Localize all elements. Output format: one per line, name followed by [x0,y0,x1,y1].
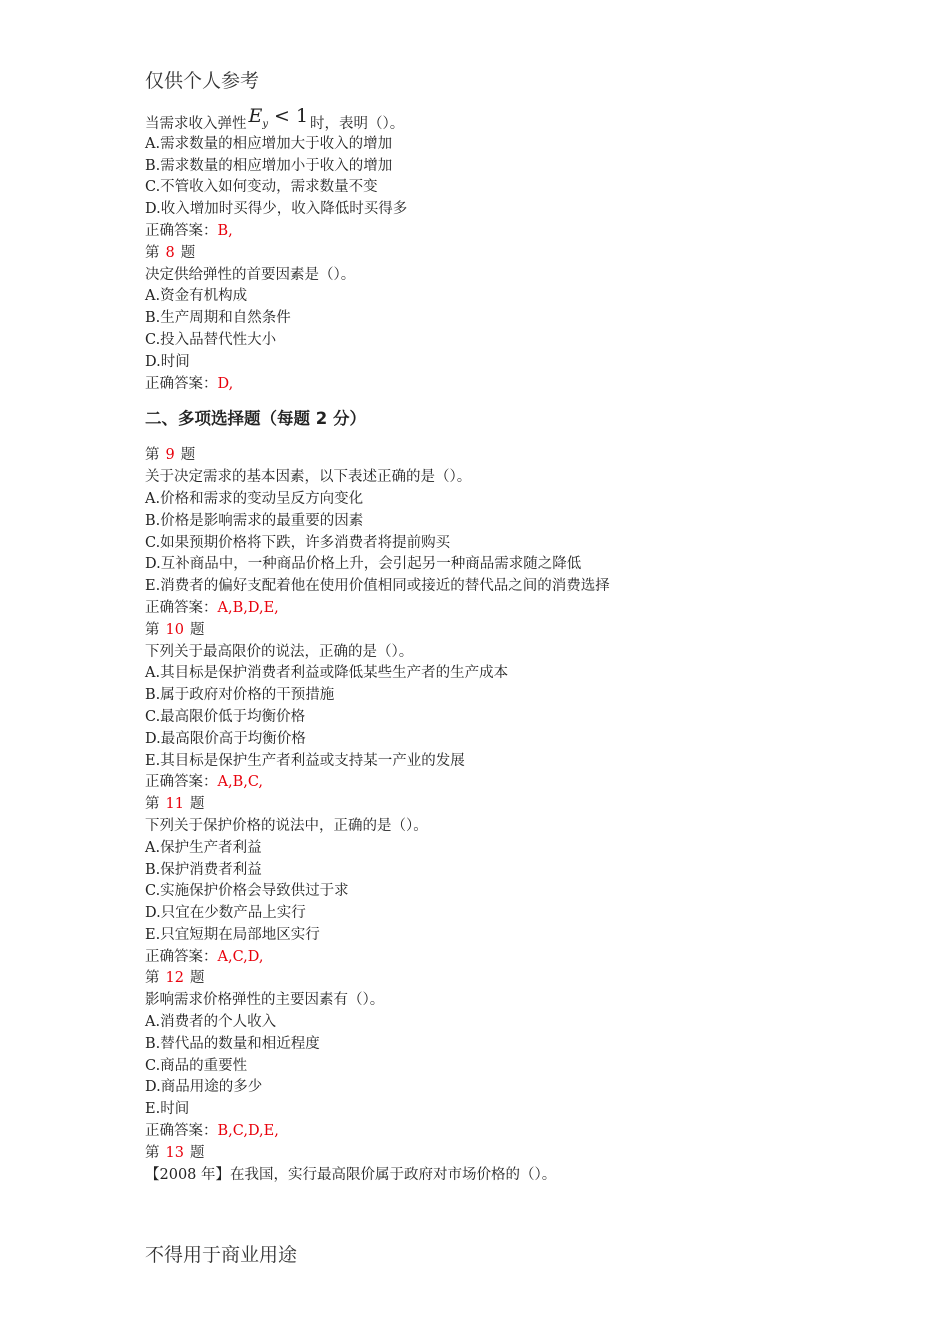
section-title: 二、多项选择题（每题 2 分） [145,409,366,429]
q9-option-c: C.如果预期价格将下跌，许多消费者将提前购买 [145,534,451,551]
q11-option-d: D.只宜在少数产品上实行 [145,905,306,922]
q10-option-b: B.属于政府对价格的干预措施 [145,687,335,704]
q13-stem: 【2008 年】在我国，实行最高限价属于政府对市场价格的（）。 [145,1166,557,1183]
q10-option-a: A.其目标是保护消费者利益或降低某些生产者的生产成本 [145,665,509,682]
q7-option-d: D.收入增加时买得少，收入降低时买得多 [145,201,408,218]
q10-option-d: D.最高限价高于均衡价格 [145,730,306,747]
q12-option-e: E.时间 [145,1101,190,1118]
q10-stem: 下列关于最高限价的说法，正确的是（）。 [145,643,414,660]
q9-option-a: A.价格和需求的变动呈反方向变化 [145,490,364,507]
q12-option-d: D.商品用途的多少 [145,1079,263,1096]
q9-heading: 第 9 题 [145,447,196,464]
q9-option-e: E.消费者的偏好支配着他在使用价值相同或接近的替代品之间的消费选择 [145,578,610,595]
q11-option-b: B.保护消费者利益 [145,861,262,878]
q9-option-d: D.互补商品中，一种商品价格上升，会引起另一种商品需求随之降低 [145,556,582,573]
q9-stem: 关于决定需求的基本因素，以下表述正确的是（）。 [145,469,472,486]
q8-option-b: B.生产周期和自然条件 [145,310,291,327]
q7-answer: 正确答案：B, [145,222,233,239]
q12-answer: 正确答案：B,C,D,E, [145,1123,279,1140]
q13-heading: 第 13 题 [145,1144,205,1161]
q7-option-a: A.需求数量的相应增加大于收入的增加 [145,135,393,152]
q11-option-e: E.只宜短期在局部地区实行 [145,926,320,943]
q8-heading: 第 8 题 [145,244,196,261]
question-content [145,105,905,1186]
footer-note: 不得用于商业用途 [145,1244,298,1266]
q12-option-c: C.商品的重要性 [145,1057,248,1074]
q11-answer: 正确答案：A,C,D, [145,948,264,965]
q9-answer: 正确答案：A,B,D,E, [145,599,279,616]
q10-option-c: C.最高限价低于均衡价格 [145,708,306,725]
q12-heading: 第 12 题 [145,970,205,987]
q12-option-a: A.消费者的个人收入 [145,1014,277,1031]
q11-option-c: C.实施保护价格会导致供过于求 [145,883,349,900]
q11-option-a: A.保护生产者利益 [145,839,262,856]
q11-stem: 下列关于保护价格的说法中，正确的是（）。 [145,817,428,834]
q9-option-b: B.价格是影响需求的最重要的因素 [145,512,364,529]
q12-stem: 影响需求价格弹性的主要因素有（）。 [145,992,385,1009]
q7-option-b: B.需求数量的相应增加小于收入的增加 [145,157,393,174]
q11-heading: 第 11 题 [145,796,205,813]
q8-option-d: D.时间 [145,353,190,370]
q10-option-e: E.其目标是保护生产者利益或支持某一产业的发展 [145,752,465,769]
q8-option-a: A.资金有机构成 [145,288,248,305]
q10-answer: 正确答案：A,B,C, [145,774,264,791]
q12-option-b: B.替代品的数量和相近程度 [145,1035,320,1052]
q8-stem: 决定供给弹性的首要因素是（）。 [145,266,356,283]
header-note: 仅供个人参考 [145,70,260,92]
q7-stem: 当需求收入弹性 $E_y < 1$ 时，表明（）。 [145,105,405,132]
q8-option-c: C.投入品替代性大小 [145,331,277,348]
q7-option-c: C.不管收入如何变动，需求数量不变 [145,179,378,196]
q8-answer: 正确答案：D, [145,375,234,392]
elasticity-formula: $E_y < 1$ [248,105,309,130]
q10-heading: 第 10 题 [145,621,205,638]
